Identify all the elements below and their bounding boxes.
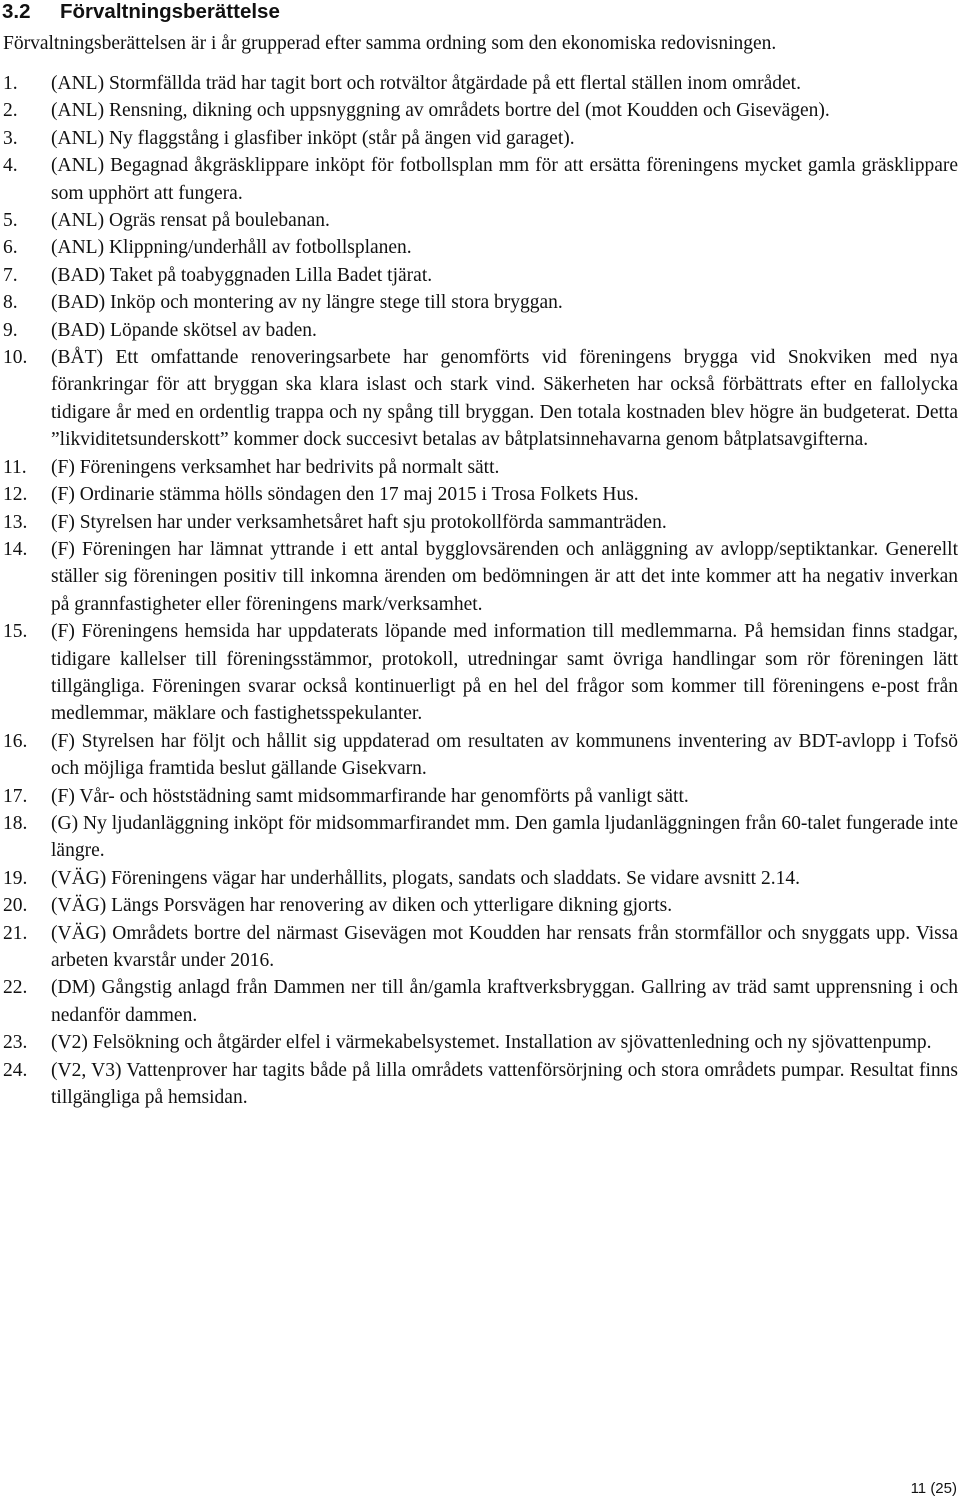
section-heading (2, 0, 280, 26)
list-item (0, 97, 958, 124)
section-intro: Förvaltningsberättelsen är i år grupperad efter samma ordning som den ekonomiska redovisningen. (3, 33, 777, 54)
section-number: 3.2 (2, 0, 31, 23)
list-item-text: (F) Ordinarie stämma hölls söndagen den 17 maj 2015 i Trosa Folkets Hus. (51, 484, 639, 506)
list-item-number: 12. (3, 484, 28, 506)
list-item-text: (BAD) Taket på toabyggnaden Lilla Badet tjärat. (51, 264, 433, 286)
list-item (0, 344, 958, 454)
list-item-number: 7. (3, 264, 18, 286)
list-item-number: 22. (3, 977, 28, 999)
list-item-text: (ANL) Rensning, dikning och uppsnyggning av områdets bortre del (mot Koudden och Gisevägen). (51, 100, 830, 122)
list-item-text: (DM) Gångstig anlagd från Dammen ner till ån/gamla kraftverksbryggan. Gallring av träd samt upprensning i och nedanför dammen. (51, 977, 958, 1026)
list-item-text: (F) Föreningens verksamhet har bedrivits på normalt sätt. (51, 456, 500, 478)
section-title: Förvaltningsberättelse (60, 0, 280, 23)
list-item-text: (VÄG) Områdets bortre del närmast Gisevägen mot Koudden har rensats från stormfällor och snyggats upp. Vissa arbeten kvarstår under 2016. (51, 922, 958, 971)
list-item-number: 9. (3, 319, 18, 341)
list-item-text: (F) Styrelsen har följt och hållit sig uppdaterad om resultaten av kommunens inventering av BDT-avlopp i Tofsö och möjliga framtida beslut gällande Gisekvarn. (51, 730, 958, 780)
list-item (0, 70, 958, 97)
list-item-number: 14. (3, 538, 28, 560)
list-item-number: 18. (3, 812, 28, 834)
list-item-number: 8. (3, 292, 18, 314)
list-item-number: 3. (3, 127, 18, 149)
list-item-number: 20. (3, 895, 28, 917)
list-item (0, 454, 958, 481)
list-item-text: (ANL) Klippning/underhåll av fotbollsplanen. (51, 237, 412, 259)
list-item (0, 152, 958, 207)
numbered-list (0, 70, 958, 1111)
list-item-number: 2. (3, 100, 18, 122)
list-item-number: 19. (3, 867, 28, 889)
list-item (0, 920, 958, 975)
list-item (0, 289, 958, 316)
list-item-text: (ANL) Stormfällda träd har tagit bort och rotvältor åtgärdade på ett flertal ställen inom området. (51, 73, 801, 94)
list-item-text: (VÄG) Föreningens vägar har underhållits, plogats, sandats och sladdats. Se vidare avsnitt 2.14. (51, 867, 800, 889)
list-item-text: (V2) Felsökning och åtgärder elfel i värmekabelsystemet. Installation av sjövattenledning och ny sjövattenpump. (51, 1032, 932, 1054)
list-item-text: (F) Föreningen har lämnat yttrande i ett antal bygglovsärenden och anläggning av avlopp/septiktankar. Generellt ställer sig föreningen positiv till inkomna ärenden om bedömningen är att det inte kommer att ha negativ inverkan på grannfastigheter eller föreningens mark/verksamhet. (51, 538, 958, 615)
list-item-text: (ANL) Begagnad åkgräsklippare inköpt för fotbollsplan mm för att ersätta föreningens mycket gamla gräsklippare som upphört att fungera. (51, 155, 958, 204)
list-item-text: (F) Vår- och höststädning samt midsommarfirande har genomförts på vanligt sätt. (51, 785, 689, 807)
list-item (0, 262, 958, 289)
list-item (0, 509, 958, 536)
page-number: 11 (25) (910, 1480, 957, 1497)
list-item-text: (BAD) Löpande skötsel av baden. (51, 319, 317, 341)
list-item (0, 892, 958, 919)
list-item (0, 810, 958, 865)
list-item (0, 865, 958, 892)
list-item (0, 1057, 958, 1112)
list-item-text: (BÅT) Ett omfattande renoveringsarbete har genomförts vid föreningens brygga vid Snokviken med nya förankringar för att bryggan ska klara islast och stark vind. Säkerheten har också förbättrats efter en fallolycka tidigare år med en ordentlig trappa och ny spång till bryggan. Den totala kostnaden blev högre än budgeterat. Detta ”likviditetsunderskott” kommer dock succesivt betalas av båtplatsinnehavarna genom båtplatsavgifterna. (51, 347, 958, 451)
list-item-text: (VÄG) Längs Porsvägen har renovering av diken och ytterligare dikning gjorts. (51, 895, 673, 917)
list-item-number: 16. (3, 730, 28, 752)
list-item-text: (F) Styrelsen har under verksamhetsåret haft sju protokollförda sammanträden. (51, 511, 667, 533)
list-item-number: 15. (3, 621, 28, 643)
list-item-number: 5. (3, 210, 18, 232)
list-item-number: 24. (3, 1059, 28, 1081)
list-item (0, 1029, 958, 1056)
list-item (0, 728, 958, 783)
list-item-number: 6. (3, 237, 18, 259)
list-item-number: 21. (3, 922, 28, 944)
list-item (0, 536, 958, 618)
list-item-text: (V2, V3) Vattenprover har tagits både på lilla områdets vattenförsörjning och stora områdets pumpar. Resultat finns tillgängliga på hemsidan. (51, 1059, 958, 1109)
list-item (0, 234, 958, 261)
list-item-number: 17. (3, 785, 28, 807)
list-item-text: (ANL) Ogräs rensat på boulebanan. (51, 210, 330, 232)
list-item (0, 783, 958, 810)
list-item-number: 4. (3, 155, 18, 177)
list-item-text: (BAD) Inköp och montering av ny längre stege till stora bryggan. (51, 292, 563, 314)
list-item-number: 11. (3, 456, 27, 478)
list-item-number: 10. (3, 347, 28, 369)
list-item-text: (G) Ny ljudanläggning inköpt för midsommarfirandet mm. Den gamla ljudanläggningen från 60-talet fungerade inte längre. (51, 812, 958, 862)
list-item (0, 125, 958, 152)
list-item (0, 317, 958, 344)
list-item-text: (F) Föreningens hemsida har uppdaterats löpande med information till medlemmarna. På hemsidan finns stadgar, tidigare kallelser till föreningsstämmor, protokoll, utredningar samt övriga handlingar som rör föreningen lätt tillgängliga. Föreningen svarar också kontinuerligt på en hel del frågor som kommer till föreningens e-post från medlemmar, mäklare och fastighetsspekulanter. (51, 621, 958, 725)
list-item-number: 1. (3, 73, 18, 94)
list-item (0, 618, 958, 728)
list-item-text: (ANL) Ny flaggstång i glasfiber inköpt (står på ängen vid garaget). (51, 127, 575, 149)
list-item (0, 974, 958, 1029)
list-item (0, 207, 958, 234)
list-item-number: 23. (3, 1032, 28, 1054)
list-item-number: 13. (3, 511, 28, 533)
list-item (0, 481, 958, 508)
